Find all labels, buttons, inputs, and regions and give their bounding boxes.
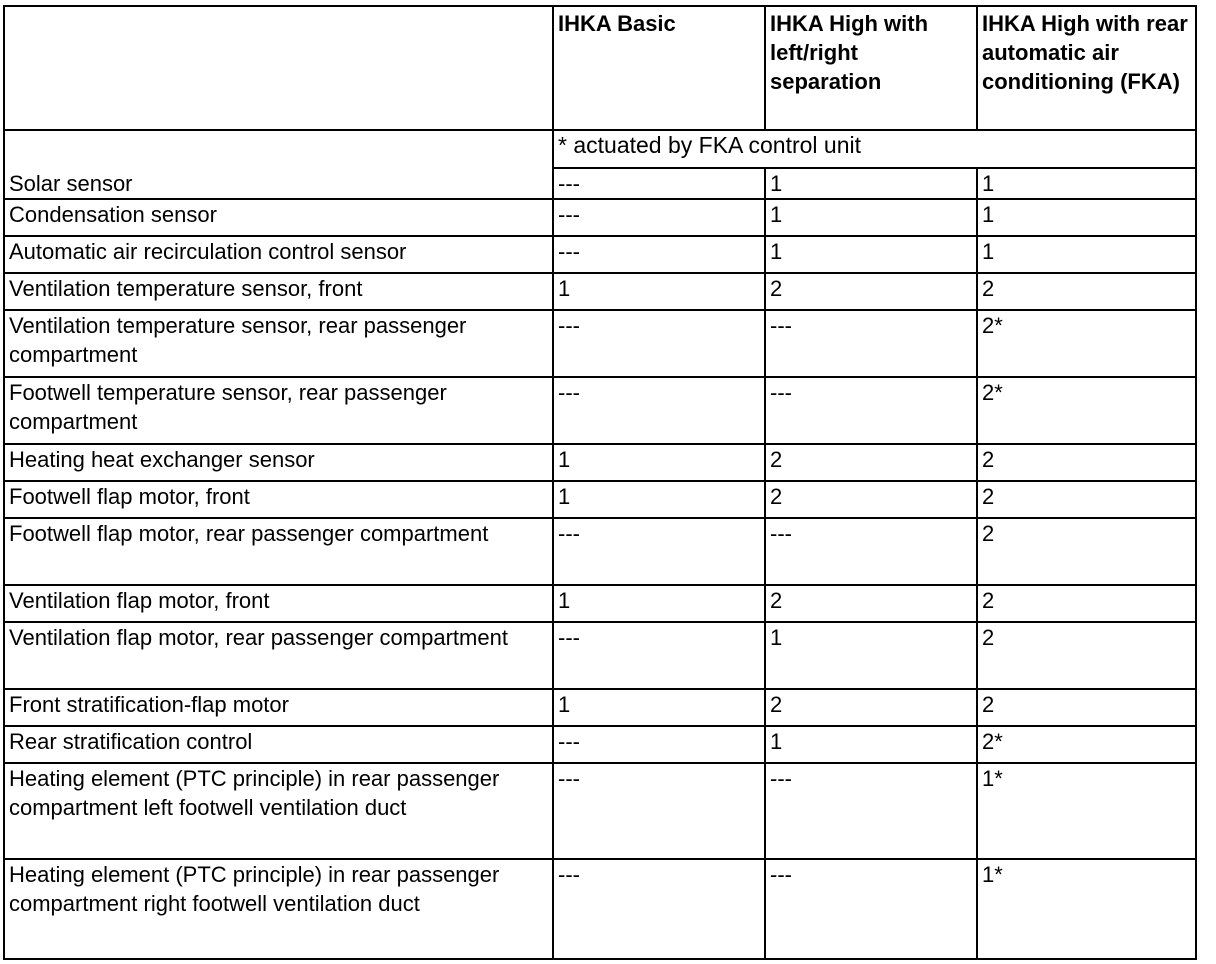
cell-high-fka: 2 bbox=[977, 481, 1196, 518]
cell-basic: --- bbox=[553, 518, 765, 585]
header-ihka-basic: IHKA Basic bbox=[553, 6, 765, 130]
cell-high-lr: 2 bbox=[765, 444, 977, 481]
cell-high-fka: 2* bbox=[977, 377, 1196, 444]
row-label: Ventilation temperature sensor, front bbox=[4, 273, 553, 310]
cell-basic: --- bbox=[553, 726, 765, 763]
footnote: * actuated by FKA control unit bbox=[553, 130, 1196, 168]
cell-high-fka: 2 bbox=[977, 689, 1196, 726]
table-row bbox=[4, 585, 1196, 622]
cell-high-fka: 2 bbox=[977, 622, 1196, 689]
table-row bbox=[4, 444, 1196, 481]
cell-high-lr: 2 bbox=[765, 585, 977, 622]
cell-high-lr: 2 bbox=[765, 689, 977, 726]
row-label: Footwell flap motor, front bbox=[4, 481, 553, 518]
cell-high-lr: 1 bbox=[765, 236, 977, 273]
cell-basic: 1 bbox=[553, 273, 765, 310]
cell-basic: --- bbox=[553, 310, 765, 377]
header-row bbox=[4, 6, 1196, 130]
row-label: Footwell temperature sensor, rear passenger compartment bbox=[4, 377, 553, 444]
row-label-cell bbox=[4, 130, 553, 199]
cell-high-fka: 1 bbox=[977, 236, 1196, 273]
cell-high-fka: 2 bbox=[977, 518, 1196, 585]
table-row bbox=[4, 310, 1196, 377]
table-row bbox=[4, 199, 1196, 236]
cell-high-lr: 2 bbox=[765, 481, 977, 518]
row-label: Rear stratification control bbox=[4, 726, 553, 763]
cell-basic: --- bbox=[553, 168, 765, 199]
cell-high-lr: --- bbox=[765, 310, 977, 377]
cell-basic: --- bbox=[553, 622, 765, 689]
row-label: Footwell flap motor, rear passenger compartment bbox=[4, 518, 553, 585]
row-label: Ventilation flap motor, rear passenger compartment bbox=[4, 622, 553, 689]
row-label: Condensation sensor bbox=[4, 199, 553, 236]
cell-high-fka: 2* bbox=[977, 310, 1196, 377]
table-row bbox=[4, 859, 1196, 959]
cell-basic: 1 bbox=[553, 585, 765, 622]
table-row bbox=[4, 622, 1196, 689]
cell-high-fka: 1* bbox=[977, 859, 1196, 959]
row-label: Front stratification-flap motor bbox=[4, 689, 553, 726]
row-label: Solar sensor bbox=[9, 171, 133, 196]
cell-high-lr: 1 bbox=[765, 199, 977, 236]
row-label: Heating heat exchanger sensor bbox=[4, 444, 553, 481]
cell-high-lr: 2 bbox=[765, 273, 977, 310]
cell-basic: --- bbox=[553, 859, 765, 959]
row-label: Automatic air recirculation control sensor bbox=[4, 236, 553, 273]
cell-high-fka: 2* bbox=[977, 726, 1196, 763]
row-label: Ventilation temperature sensor, rear passenger compartment bbox=[4, 310, 553, 377]
component-comparison-table bbox=[3, 5, 1197, 960]
cell-high-lr: 1 bbox=[765, 168, 977, 199]
cell-high-fka: 1 bbox=[977, 168, 1196, 199]
cell-basic: --- bbox=[553, 199, 765, 236]
cell-basic: --- bbox=[553, 236, 765, 273]
table-row bbox=[4, 763, 1196, 859]
row-label: Ventilation flap motor, front bbox=[4, 585, 553, 622]
header-ihka-high-fka: IHKA High with rear automatic air conditioning (FKA) bbox=[977, 6, 1196, 130]
cell-basic: 1 bbox=[553, 481, 765, 518]
cell-high-lr: --- bbox=[765, 859, 977, 959]
header-blank bbox=[4, 6, 553, 130]
table-row bbox=[4, 481, 1196, 518]
cell-high-fka: 1* bbox=[977, 763, 1196, 859]
cell-high-fka: 2 bbox=[977, 444, 1196, 481]
table-row bbox=[4, 273, 1196, 310]
cell-high-lr: 1 bbox=[765, 726, 977, 763]
table-row bbox=[4, 518, 1196, 585]
table-row bbox=[4, 726, 1196, 763]
cell-high-fka: 2 bbox=[977, 273, 1196, 310]
cell-high-lr: --- bbox=[765, 763, 977, 859]
table-row bbox=[4, 236, 1196, 273]
table-wrapper bbox=[3, 5, 1197, 960]
cell-basic: 1 bbox=[553, 689, 765, 726]
cell-basic: 1 bbox=[553, 444, 765, 481]
table-row bbox=[4, 377, 1196, 444]
cell-high-lr: --- bbox=[765, 518, 977, 585]
row-label: Heating element (PTC principle) in rear passenger compartment right footwell ventilation duct bbox=[4, 859, 553, 959]
cell-basic: --- bbox=[553, 377, 765, 444]
cell-high-fka: 2 bbox=[977, 585, 1196, 622]
note-row bbox=[4, 130, 1196, 168]
cell-high-lr: --- bbox=[765, 377, 977, 444]
cell-basic: --- bbox=[553, 763, 765, 859]
header-ihka-high-lr: IHKA High with left/right separation bbox=[765, 6, 977, 130]
cell-high-fka: 1 bbox=[977, 199, 1196, 236]
row-label: Heating element (PTC principle) in rear passenger compartment left footwell ventilation duct bbox=[4, 763, 553, 859]
cell-high-lr: 1 bbox=[765, 622, 977, 689]
table-row bbox=[4, 689, 1196, 726]
